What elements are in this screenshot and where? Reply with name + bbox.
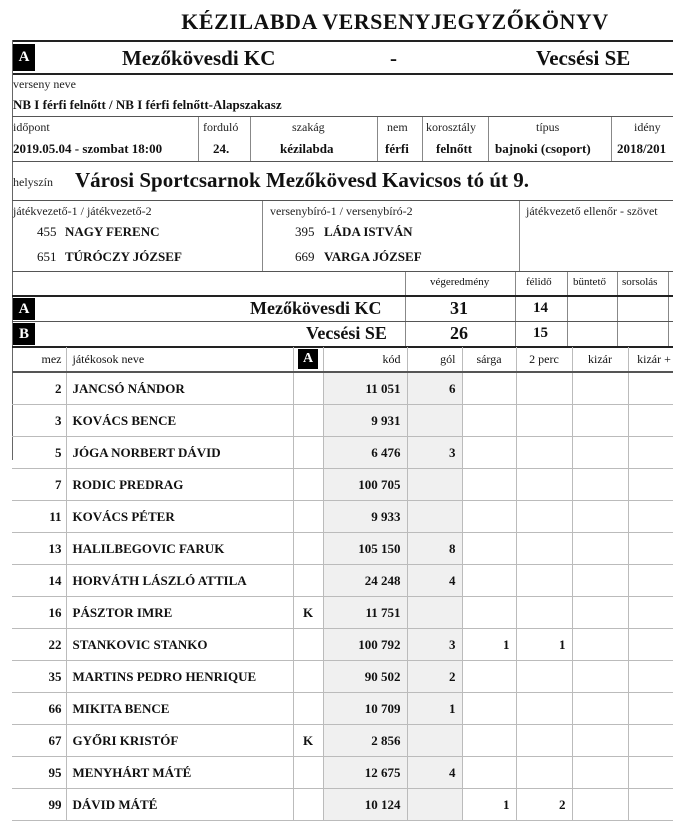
player-kizar — [572, 437, 628, 469]
player-2perc — [516, 661, 572, 693]
korosztaly-value: felnőtt — [436, 141, 473, 156]
player-captain-flag — [293, 437, 323, 469]
nem-label: nem — [387, 120, 408, 134]
leader-1-name: NAGY FERENC — [65, 224, 160, 239]
player-row — [12, 597, 673, 629]
player-kizar-plus — [628, 533, 673, 565]
player-kizar-plus — [628, 661, 673, 693]
player-mez: 7 — [12, 469, 66, 501]
header-team-badge: A — [298, 349, 318, 369]
player-captain-flag — [293, 469, 323, 501]
player-2perc — [516, 597, 572, 629]
player-name: MENYHÁRT MÁTÉ — [66, 757, 293, 789]
idopont-label: időpont — [13, 120, 50, 134]
player-captain-flag — [293, 533, 323, 565]
player-sarga — [462, 533, 516, 565]
player-kizar-plus — [628, 725, 673, 757]
player-mez: 14 — [12, 565, 66, 597]
player-name: STANKOVIC STANKO — [66, 629, 293, 661]
player-name: HALILBEGOVIC FARUK — [66, 533, 293, 565]
players-header-row — [12, 347, 673, 372]
player-2perc — [516, 565, 572, 597]
player-kizar — [572, 372, 628, 405]
player-2perc: 2 — [516, 789, 572, 821]
player-2perc — [516, 693, 572, 725]
player-gol — [407, 501, 462, 533]
player-kizar-plus — [628, 629, 673, 661]
player-mez: 13 — [12, 533, 66, 565]
player-kizar-plus — [628, 437, 673, 469]
player-gol — [407, 725, 462, 757]
player-kizar-plus — [628, 405, 673, 437]
player-kizar — [572, 693, 628, 725]
player-kizar — [572, 725, 628, 757]
player-sarga: 1 — [462, 629, 516, 661]
player-kizar-plus — [628, 372, 673, 405]
result-team-b-badge: B — [13, 323, 35, 345]
fordulo-value: 24. — [213, 141, 230, 156]
player-row — [12, 372, 673, 405]
player-captain-flag — [293, 629, 323, 661]
player-2perc — [516, 501, 572, 533]
player-sarga — [462, 725, 516, 757]
player-sarga — [462, 372, 516, 405]
result-penalty-header: büntető — [573, 276, 606, 288]
player-kod: 10 124 — [323, 789, 407, 821]
leaders-label: játékvezető-1 / játékvezető-2 — [13, 204, 152, 218]
player-mez: 99 — [12, 789, 66, 821]
header-gol: gól — [407, 347, 462, 372]
player-name: JANCSÓ NÁNDOR — [66, 372, 293, 405]
player-sarga — [462, 757, 516, 789]
player-kizar — [572, 789, 628, 821]
player-2perc — [516, 725, 572, 757]
player-gol — [407, 597, 462, 629]
player-mez: 66 — [12, 693, 66, 725]
player-kod: 100 792 — [323, 629, 407, 661]
header-kizar-plus: kizár + — [628, 347, 673, 372]
player-captain-flag — [293, 565, 323, 597]
player-name: MIKITA BENCE — [66, 693, 293, 725]
player-row — [12, 565, 673, 597]
player-row — [12, 661, 673, 693]
szakag-value: kézilabda — [280, 141, 334, 156]
player-kizar — [572, 661, 628, 693]
player-kod: 11 751 — [323, 597, 407, 629]
player-captain-flag — [293, 789, 323, 821]
player-name: GYŐRI KRISTÓF — [66, 725, 293, 757]
player-kizar — [572, 757, 628, 789]
player-2perc — [516, 437, 572, 469]
players-table — [12, 347, 673, 821]
player-kizar — [572, 469, 628, 501]
player-gol: 3 — [407, 629, 462, 661]
competition-name: NB I férfi felnőtt / NB I férfi felnőtt-Alapszakasz — [13, 97, 282, 112]
tipus-value: bajnoki (csoport) — [495, 141, 591, 156]
result-team-a-badge: A — [13, 298, 35, 320]
header-kod: kód — [323, 347, 407, 372]
player-sarga — [462, 437, 516, 469]
header-kizar: kizár — [572, 347, 628, 372]
player-name: PÁSZTOR IMRE — [66, 597, 293, 629]
player-kod: 100 705 — [323, 469, 407, 501]
szakag-label: szakág — [292, 120, 325, 134]
player-kizar-plus — [628, 693, 673, 725]
player-row — [12, 437, 673, 469]
idopont-value: 2019.05.04 - szombat 18:00 — [13, 141, 163, 156]
result-team-b-half: 15 — [533, 325, 548, 341]
player-gol — [407, 405, 462, 437]
leader-1-id: 455 — [37, 224, 57, 239]
header-sarga: sárga — [462, 347, 516, 372]
nem-value: férfi — [385, 141, 409, 156]
player-sarga — [462, 469, 516, 501]
player-2perc: 1 — [516, 629, 572, 661]
player-row — [12, 405, 673, 437]
player-kod: 6 476 — [323, 437, 407, 469]
judge-2-name: VARGA JÓZSEF — [324, 249, 422, 264]
controller-label: játékvezető ellenőr - szövet — [526, 204, 658, 218]
player-row — [12, 789, 673, 821]
player-captain-flag: K — [293, 597, 323, 629]
player-row — [12, 693, 673, 725]
player-gol: 4 — [407, 757, 462, 789]
player-gol: 4 — [407, 565, 462, 597]
player-row — [12, 501, 673, 533]
player-kod: 10 709 — [323, 693, 407, 725]
player-row — [12, 533, 673, 565]
player-kizar — [572, 501, 628, 533]
player-kod: 9 933 — [323, 501, 407, 533]
match-separator: - — [390, 46, 397, 70]
player-kizar-plus — [628, 789, 673, 821]
ideny-label: idény — [634, 120, 661, 134]
header-2perc: 2 perc — [516, 347, 572, 372]
result-team-a-final: 31 — [450, 298, 468, 318]
fordulo-label: forduló — [203, 120, 239, 134]
result-half-header: félidő — [526, 276, 552, 288]
player-gol: 8 — [407, 533, 462, 565]
judge-1-name: LÁDA ISTVÁN — [324, 224, 413, 239]
player-mez: 2 — [12, 372, 66, 405]
result-final-header: végeredmény — [430, 276, 490, 288]
player-captain-flag — [293, 757, 323, 789]
player-kod: 24 248 — [323, 565, 407, 597]
player-name: HORVÁTH LÁSZLÓ ATTILA — [66, 565, 293, 597]
team-a-badge: A — [13, 44, 35, 71]
player-mez: 5 — [12, 437, 66, 469]
player-mez: 16 — [12, 597, 66, 629]
document-title: KÉZILABDA VERSENYJEGYZŐKÖNYV — [181, 9, 609, 34]
home-team-name: Mezőkövesdi KC — [122, 46, 276, 70]
player-sarga — [462, 501, 516, 533]
result-team-a-name: Mezőkövesdi KC — [250, 298, 382, 318]
leader-2-name: TÚRÓCZY JÓZSEF — [65, 249, 182, 264]
header-team-badge-cell — [293, 347, 323, 372]
korosztaly-label: korosztály — [426, 120, 476, 134]
player-kod: 12 675 — [323, 757, 407, 789]
player-captain-flag — [293, 405, 323, 437]
player-name: DÁVID MÁTÉ — [66, 789, 293, 821]
header-mez: mez — [12, 347, 66, 372]
result-team-a-half: 14 — [533, 300, 548, 316]
player-2perc — [516, 405, 572, 437]
player-gol: 3 — [407, 437, 462, 469]
player-row — [12, 469, 673, 501]
player-kizar-plus — [628, 501, 673, 533]
result-team-b-final: 26 — [450, 323, 468, 343]
venue-label: helyszín — [13, 175, 53, 189]
player-kod: 2 856 — [323, 725, 407, 757]
player-mez: 67 — [12, 725, 66, 757]
player-kizar-plus — [628, 565, 673, 597]
player-gol: 2 — [407, 661, 462, 693]
competition-label: verseny neve — [13, 77, 76, 91]
player-kizar — [572, 405, 628, 437]
player-kizar-plus — [628, 469, 673, 501]
player-sarga — [462, 693, 516, 725]
header-player-name: játékosok neve — [66, 347, 293, 372]
player-sarga — [462, 565, 516, 597]
player-2perc — [516, 757, 572, 789]
player-row — [12, 757, 673, 789]
away-team-name: Vecsési SE — [536, 46, 631, 70]
player-captain-flag: K — [293, 725, 323, 757]
player-sarga — [462, 597, 516, 629]
player-captain-flag — [293, 693, 323, 725]
player-row — [12, 629, 673, 661]
player-name: MARTINS PEDRO HENRIQUE — [66, 661, 293, 693]
player-2perc — [516, 469, 572, 501]
player-name: RODIC PREDRAG — [66, 469, 293, 501]
player-mez: 35 — [12, 661, 66, 693]
player-kizar — [572, 565, 628, 597]
player-mez: 11 — [12, 501, 66, 533]
player-gol — [407, 469, 462, 501]
player-sarga — [462, 405, 516, 437]
leader-2-id: 651 — [37, 249, 57, 264]
result-team-b-name: Vecsési SE — [306, 323, 387, 343]
player-kizar — [572, 597, 628, 629]
player-gol: 6 — [407, 372, 462, 405]
player-2perc — [516, 372, 572, 405]
player-captain-flag — [293, 501, 323, 533]
player-name: JÓGA NORBERT DÁVID — [66, 437, 293, 469]
player-captain-flag — [293, 661, 323, 693]
player-sarga — [462, 661, 516, 693]
player-gol: 1 — [407, 693, 462, 725]
player-mez: 3 — [12, 405, 66, 437]
player-mez: 95 — [12, 757, 66, 789]
ideny-value: 2018/201 — [617, 141, 667, 156]
player-kod: 105 150 — [323, 533, 407, 565]
player-kizar-plus — [628, 757, 673, 789]
player-captain-flag — [293, 372, 323, 405]
player-sarga: 1 — [462, 789, 516, 821]
judge-2-id: 669 — [295, 249, 315, 264]
player-name: KOVÁCS BENCE — [66, 405, 293, 437]
player-kizar — [572, 533, 628, 565]
judge-1-id: 395 — [295, 224, 315, 239]
player-kod: 9 931 — [323, 405, 407, 437]
player-gol — [407, 789, 462, 821]
result-draw-header: sorsolás — [622, 276, 658, 288]
player-kod: 90 502 — [323, 661, 407, 693]
judges-label: versenybíró-1 / versenybíró-2 — [270, 204, 413, 218]
player-row — [12, 725, 673, 757]
venue-value: Városi Sportcsarnok Mezőkövesd Kavicsos tó út 9. — [75, 168, 530, 192]
player-kizar-plus — [628, 597, 673, 629]
tipus-label: típus — [536, 120, 560, 134]
player-name: KOVÁCS PÉTER — [66, 501, 293, 533]
player-kod: 11 051 — [323, 372, 407, 405]
player-mez: 22 — [12, 629, 66, 661]
player-kizar — [572, 629, 628, 661]
player-2perc — [516, 533, 572, 565]
